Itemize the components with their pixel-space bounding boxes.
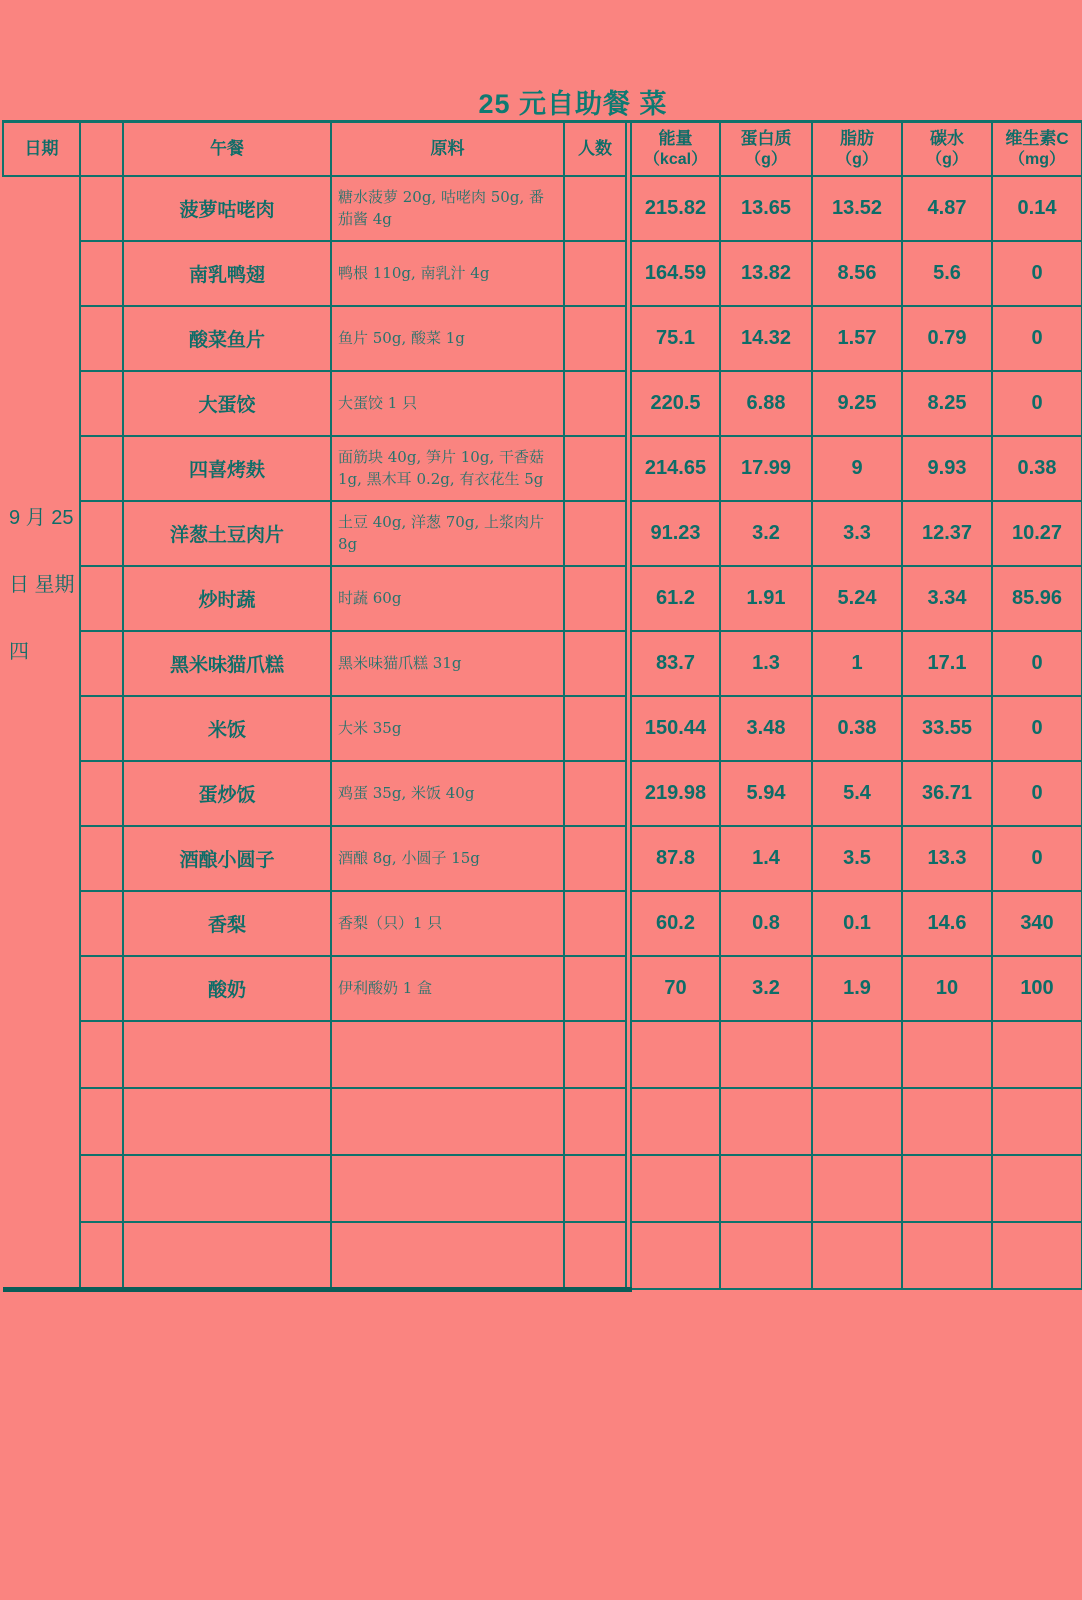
energy-value: 87.8 xyxy=(631,826,720,891)
dish-name: 菠萝咕咾肉 xyxy=(123,176,331,241)
vitamin-c-value xyxy=(992,1222,1082,1289)
table-row xyxy=(3,826,1082,891)
header-lunch: 午餐 xyxy=(123,122,331,177)
blank-cell xyxy=(80,1088,123,1155)
date-text: 9 月 25 xyxy=(9,507,74,529)
dish-name: 蛋炒饭 xyxy=(123,761,331,826)
vitamin-c-value: 0 xyxy=(992,631,1082,696)
carbs-value: 33.55 xyxy=(902,696,992,761)
carbs-value: 4.87 xyxy=(902,176,992,241)
dish-ingredients: 大米 35g xyxy=(331,696,564,761)
people-count-cell xyxy=(564,241,626,306)
carbs-value: 3.34 xyxy=(902,566,992,631)
date-cell xyxy=(3,176,80,1289)
carbs-value: 10 xyxy=(902,956,992,1021)
fat-value: 1.9 xyxy=(812,956,902,1021)
blank-cell xyxy=(80,241,123,306)
dish-ingredients xyxy=(331,1222,564,1289)
dish-ingredients xyxy=(331,1088,564,1155)
vitamin-c-value: 10.27 xyxy=(992,501,1082,566)
energy-value: 150.44 xyxy=(631,696,720,761)
dish-ingredients: 鸡蛋 35g, 米饭 40g xyxy=(331,761,564,826)
protein-value xyxy=(720,1021,812,1088)
carbs-value xyxy=(902,1222,992,1289)
carbs-value: 14.6 xyxy=(902,891,992,956)
fat-value: 5.4 xyxy=(812,761,902,826)
empty-row xyxy=(3,1088,1082,1155)
vitamin-c-value xyxy=(992,1021,1082,1088)
dish-name: 米饭 xyxy=(123,696,331,761)
blank-cell xyxy=(80,176,123,241)
people-count-cell xyxy=(564,176,626,241)
protein-value xyxy=(720,1155,812,1222)
vitamin-c-value: 0.38 xyxy=(992,436,1082,501)
dish-ingredients: 伊利酸奶 1 盒 xyxy=(331,956,564,1021)
table-row xyxy=(3,956,1082,1021)
dish-ingredients: 酒酿 8g, 小圆子 15g xyxy=(331,826,564,891)
carbs-value xyxy=(902,1088,992,1155)
dish-name: 炒时蔬 xyxy=(123,566,331,631)
header-fat-unit: （g） xyxy=(836,150,878,168)
empty-row xyxy=(3,1222,1082,1289)
blank-cell xyxy=(80,306,123,371)
table-row xyxy=(3,436,1082,501)
header-blank xyxy=(80,122,123,177)
carbs-value: 36.71 xyxy=(902,761,992,826)
people-count-cell xyxy=(564,1155,626,1222)
dish-ingredients: 面筋块 40g, 笋片 10g, 干香菇 1g, 黑木耳 0.2g, 有衣花生 5g xyxy=(331,436,564,501)
carbs-value: 17.1 xyxy=(902,631,992,696)
header-energy-unit: （kcal） xyxy=(643,150,708,168)
header-ingredients: 原料 xyxy=(331,122,564,177)
vitamin-c-value xyxy=(992,1155,1082,1222)
people-count-cell xyxy=(564,631,626,696)
people-count-cell xyxy=(564,306,626,371)
dish-name: 香梨 xyxy=(123,891,331,956)
table-row xyxy=(3,501,1082,566)
header-fat-label: 脂肪 xyxy=(840,128,874,148)
people-count-cell xyxy=(564,1021,626,1088)
people-count-cell xyxy=(564,826,626,891)
table-row xyxy=(3,696,1082,761)
carbs-value xyxy=(902,1021,992,1088)
people-count-cell xyxy=(564,696,626,761)
protein-value: 1.3 xyxy=(720,631,812,696)
fat-value: 13.52 xyxy=(812,176,902,241)
vitamin-c-value: 0 xyxy=(992,241,1082,306)
dish-ingredients: 鱼片 50g, 酸菜 1g xyxy=(331,306,564,371)
blank-cell xyxy=(80,1222,123,1289)
dish-name: 四喜烤麸 xyxy=(123,436,331,501)
dish-name: 南乳鸭翅 xyxy=(123,241,331,306)
carbs-value: 5.6 xyxy=(902,241,992,306)
empty-row xyxy=(3,1021,1082,1088)
vitamin-c-value: 0 xyxy=(992,761,1082,826)
fat-value: 0.38 xyxy=(812,696,902,761)
header-date: 日期 xyxy=(3,122,80,177)
energy-value: 215.82 xyxy=(631,176,720,241)
dish-name xyxy=(123,1155,331,1222)
header-carbs-unit: （g） xyxy=(926,150,968,168)
protein-value: 3.2 xyxy=(720,501,812,566)
table-row xyxy=(3,176,1082,241)
blank-cell xyxy=(80,566,123,631)
blank-cell xyxy=(80,761,123,826)
vitamin-c-value: 0 xyxy=(992,306,1082,371)
blank-cell xyxy=(80,826,123,891)
carbs-value: 0.79 xyxy=(902,306,992,371)
date-text: 日 星期 xyxy=(9,574,75,596)
fat-value: 1 xyxy=(812,631,902,696)
energy-value xyxy=(631,1088,720,1155)
header-carbs-label: 碳水 xyxy=(930,128,964,148)
header-carbs xyxy=(902,122,992,177)
table-row xyxy=(3,761,1082,826)
dish-ingredients: 黑米味猫爪糕 31g xyxy=(331,631,564,696)
dish-name: 洋葱土豆肉片 xyxy=(123,501,331,566)
energy-value: 70 xyxy=(631,956,720,1021)
vitamin-c-value: 0 xyxy=(992,371,1082,436)
fat-value: 1.57 xyxy=(812,306,902,371)
energy-value: 220.5 xyxy=(631,371,720,436)
dish-name: 酸奶 xyxy=(123,956,331,1021)
people-count-cell xyxy=(564,891,626,956)
table-row xyxy=(3,891,1082,956)
protein-value: 1.91 xyxy=(720,566,812,631)
blank-cell xyxy=(80,436,123,501)
fat-value: 8.56 xyxy=(812,241,902,306)
energy-value xyxy=(631,1155,720,1222)
energy-value xyxy=(631,1222,720,1289)
protein-value xyxy=(720,1222,812,1289)
carbs-value: 9.93 xyxy=(902,436,992,501)
people-count-cell xyxy=(564,501,626,566)
people-count-cell xyxy=(564,761,626,826)
header-fat xyxy=(812,122,902,177)
protein-value: 6.88 xyxy=(720,371,812,436)
people-count-cell xyxy=(564,371,626,436)
fat-value: 0.1 xyxy=(812,891,902,956)
header-people: 人数 xyxy=(564,122,626,177)
blank-cell xyxy=(80,1021,123,1088)
dish-ingredients xyxy=(331,1155,564,1222)
fat-value xyxy=(812,1155,902,1222)
blank-cell xyxy=(80,696,123,761)
vitamin-c-value: 85.96 xyxy=(992,566,1082,631)
energy-value: 75.1 xyxy=(631,306,720,371)
energy-value: 61.2 xyxy=(631,566,720,631)
protein-value: 3.2 xyxy=(720,956,812,1021)
blank-cell xyxy=(80,371,123,436)
header-vitamin-c-unit: （mg） xyxy=(1008,150,1065,168)
dish-ingredients: 鸭根 110g, 南乳汁 4g xyxy=(331,241,564,306)
fat-value: 5.24 xyxy=(812,566,902,631)
vitamin-c-value: 0.14 xyxy=(992,176,1082,241)
dish-ingredients: 香梨（只）1 只 xyxy=(331,891,564,956)
vitamin-c-value: 340 xyxy=(992,891,1082,956)
carbs-value: 13.3 xyxy=(902,826,992,891)
header-protein xyxy=(720,122,812,177)
vitamin-c-value: 0 xyxy=(992,826,1082,891)
fat-value: 3.3 xyxy=(812,501,902,566)
energy-value xyxy=(631,1021,720,1088)
blank-cell xyxy=(80,501,123,566)
dish-name xyxy=(123,1222,331,1289)
protein-value: 5.94 xyxy=(720,761,812,826)
header-row xyxy=(3,122,1082,177)
blank-cell xyxy=(80,631,123,696)
fat-value xyxy=(812,1222,902,1289)
carbs-value: 8.25 xyxy=(902,371,992,436)
protein-value: 3.48 xyxy=(720,696,812,761)
people-count-cell xyxy=(564,436,626,501)
energy-value: 164.59 xyxy=(631,241,720,306)
table-row xyxy=(3,566,1082,631)
blank-cell xyxy=(80,891,123,956)
dish-ingredients: 糖水菠萝 20g, 咕咾肉 50g, 番茄酱 4g xyxy=(331,176,564,241)
vitamin-c-value: 100 xyxy=(992,956,1082,1021)
dish-ingredients: 时蔬 60g xyxy=(331,566,564,631)
people-count-cell xyxy=(564,566,626,631)
energy-value: 83.7 xyxy=(631,631,720,696)
fat-value xyxy=(812,1021,902,1088)
blank-cell xyxy=(80,1155,123,1222)
dish-ingredients: 土豆 40g, 洋葱 70g, 上浆肉片 8g xyxy=(331,501,564,566)
menu-table xyxy=(2,120,1082,1292)
fat-value: 9.25 xyxy=(812,371,902,436)
protein-value: 17.99 xyxy=(720,436,812,501)
carbs-value: 12.37 xyxy=(902,501,992,566)
protein-value: 13.82 xyxy=(720,241,812,306)
header-vitamin-c-label: 维生素C xyxy=(1005,128,1069,148)
protein-value: 0.8 xyxy=(720,891,812,956)
people-count-cell xyxy=(564,1222,626,1289)
page-title: 25 元自助餐 菜 xyxy=(478,89,668,119)
table-row xyxy=(3,241,1082,306)
dish-name xyxy=(123,1088,331,1155)
vitamin-c-value: 0 xyxy=(992,696,1082,761)
table-row xyxy=(3,371,1082,436)
dish-name: 酒酿小圆子 xyxy=(123,826,331,891)
energy-value: 214.65 xyxy=(631,436,720,501)
dish-name xyxy=(123,1021,331,1088)
energy-value: 219.98 xyxy=(631,761,720,826)
protein-value: 1.4 xyxy=(720,826,812,891)
fat-value: 9 xyxy=(812,436,902,501)
dish-name: 黑米味猫爪糕 xyxy=(123,631,331,696)
header-protein-unit: （g） xyxy=(745,150,787,168)
fat-value: 3.5 xyxy=(812,826,902,891)
blank-cell xyxy=(80,956,123,1021)
date-text: 四 xyxy=(9,641,29,663)
protein-value xyxy=(720,1088,812,1155)
protein-value: 13.65 xyxy=(720,176,812,241)
dish-name: 大蛋饺 xyxy=(123,371,331,436)
dish-ingredients: 大蛋饺 1 只 xyxy=(331,371,564,436)
header-energy-label: 能量 xyxy=(658,128,693,148)
energy-value: 60.2 xyxy=(631,891,720,956)
people-count-cell xyxy=(564,1088,626,1155)
header-vitamin-c xyxy=(992,122,1082,177)
people-count-cell xyxy=(564,956,626,1021)
carbs-value xyxy=(902,1155,992,1222)
energy-value: 91.23 xyxy=(631,501,720,566)
header-protein-label: 蛋白质 xyxy=(740,128,792,148)
vitamin-c-value xyxy=(992,1088,1082,1155)
dish-ingredients xyxy=(331,1021,564,1088)
dish-name: 酸菜鱼片 xyxy=(123,306,331,371)
table-row xyxy=(3,631,1082,696)
fat-value xyxy=(812,1088,902,1155)
protein-value: 14.32 xyxy=(720,306,812,371)
empty-row xyxy=(3,1155,1082,1222)
table-row xyxy=(3,306,1082,371)
header-energy xyxy=(631,122,720,177)
